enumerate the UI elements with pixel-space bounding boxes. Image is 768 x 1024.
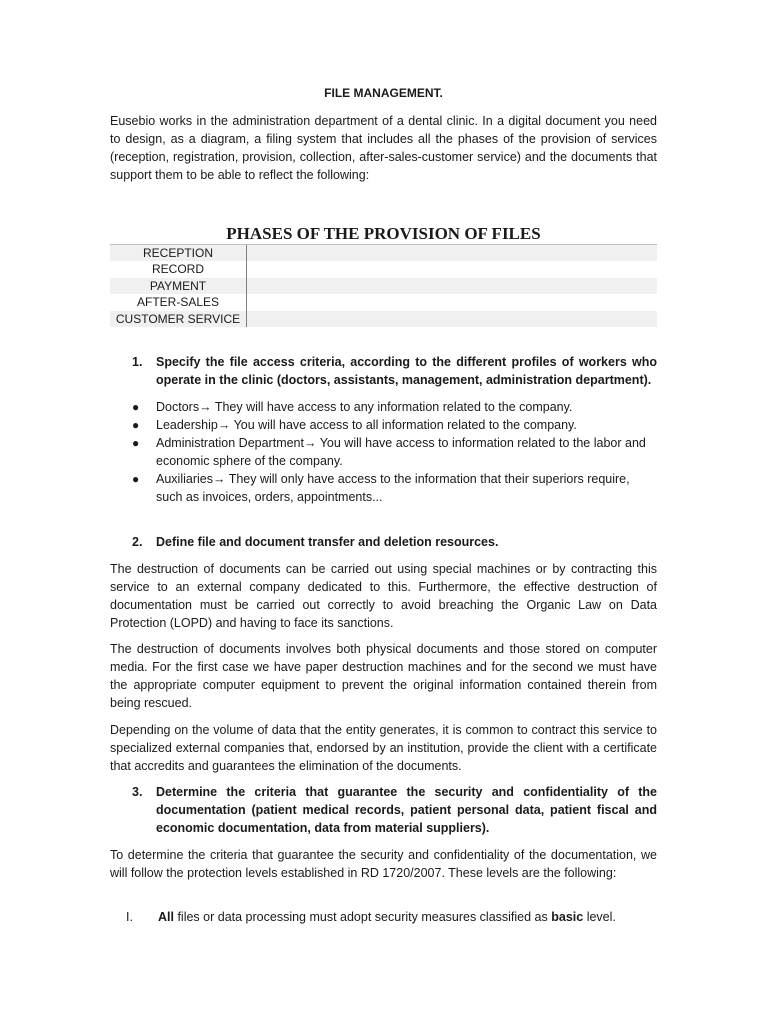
security-paragraph: To determine the criteria that guarantee the security and confidentiality of the documentation, we will follow the protection levels established in RD 1720/2007. These levels are the following: <box>110 848 657 880</box>
phase-label: RECORD <box>110 261 247 277</box>
destruction-paragraph-3: Depending on the volume of data that the entity generates, it is common to contract this service to specialized external companies that, endorsed by an institution, provide the client with a certificate that accredits and guarantees the elimination of the documents. <box>110 723 657 773</box>
arrow-icon: → <box>212 472 226 486</box>
role-label: Auxiliaries <box>156 472 213 486</box>
numbered-item-2 <box>110 533 657 551</box>
item-text: Specify the file access criteria, according to the different profiles of workers who operate in the clinic (doctors, assistants, management, administration department). <box>156 355 657 387</box>
bullet-text: They will have access to any information related to the company. <box>211 400 573 414</box>
destruction-paragraph-2: The destruction of documents involves both physical documents and those stored on computer media. For the first case we have paper destruction machines and for the second we must have the appropriate computer equipment to prevent the original information contained therein from being rescued. <box>110 642 657 710</box>
bullet-icon: ● <box>132 418 140 432</box>
role-label: Administration Department <box>156 436 304 450</box>
bullet-text: You will have access to all information related to the company. <box>230 418 577 432</box>
numbered-item-1 <box>110 353 657 389</box>
access-criteria-list <box>110 398 657 506</box>
bullet-text: They will only have access to the information that their superiors require, such as invoices, orders, appointments... <box>156 472 630 504</box>
list-item <box>110 434 657 470</box>
phase-label: CUSTOMER SERVICE <box>110 311 247 327</box>
list-item <box>110 470 657 506</box>
table-row <box>110 311 657 327</box>
destruction-paragraph-1: The destruction of documents can be carried out using special machines or by contracting this service to an external company dedicated to this. Furthermore, the effective destruction of documentation must be carried out correctly to avoid breaching the Organic Law on Data Protection (LOPD) and having to face its sanctions. <box>110 562 657 630</box>
phase-label: PAYMENT <box>110 278 247 294</box>
plain-text: files or data processing must adopt security measures classified as <box>173 910 552 924</box>
item-text: Determine the criteria that guarantee the security and confidentiality of the documentation (patient medical records, patient personal data, patient fiscal and economic documentation, data from material suppliers). <box>156 785 657 835</box>
roman-list-item <box>110 908 657 926</box>
arrow-icon: → <box>217 418 231 432</box>
bullet-icon: ● <box>132 472 140 486</box>
numbered-item-3 <box>110 783 657 837</box>
plain-text: level. <box>583 910 616 924</box>
phase-value-cell <box>247 311 657 327</box>
item-number: 3. <box>132 785 143 799</box>
phase-value-cell <box>247 261 657 277</box>
item-number: 1. <box>132 355 143 369</box>
table-row <box>110 294 657 310</box>
list-item <box>110 416 657 434</box>
phases-table <box>110 244 657 327</box>
bold-text: All <box>158 910 174 924</box>
intro-paragraph: Eusebio works in the administration department of a dental clinic. In a digital document you need to design, as a diagram, a filing system that includes all the phases of the provision of services (reception, registration, provision, collection, after-sales-customer service) and the documents that support them to be able to reflect the following: <box>110 114 657 182</box>
roman-item-text <box>158 908 616 926</box>
table-row <box>110 278 657 294</box>
roman-number: I. <box>126 910 133 924</box>
bullet-text: You will have access to information related to the labor and economic sphere of the company. <box>156 436 646 468</box>
phase-value-cell <box>247 278 657 294</box>
table-row <box>110 261 657 277</box>
role-label: Doctors <box>156 400 200 414</box>
phase-value-cell <box>247 294 657 310</box>
item-text: Define file and document transfer and deletion resources. <box>156 535 499 549</box>
role-label: Leadership <box>156 418 218 432</box>
document-title: FILE MANAGEMENT. <box>324 86 443 100</box>
arrow-icon: → <box>199 400 212 414</box>
bullet-icon: ● <box>132 436 140 450</box>
phases-table-title: PHASES OF THE PROVISION OF FILES <box>226 224 541 243</box>
arrow-icon: → <box>303 436 317 450</box>
list-item <box>110 398 657 416</box>
phase-label: AFTER-SALES <box>110 294 247 310</box>
bullet-icon: ● <box>132 400 140 414</box>
item-number: 2. <box>132 535 143 549</box>
phase-label: RECEPTION <box>110 245 247 261</box>
table-row <box>110 245 657 261</box>
phase-value-cell <box>247 245 657 261</box>
bold-text: basic <box>551 910 584 924</box>
